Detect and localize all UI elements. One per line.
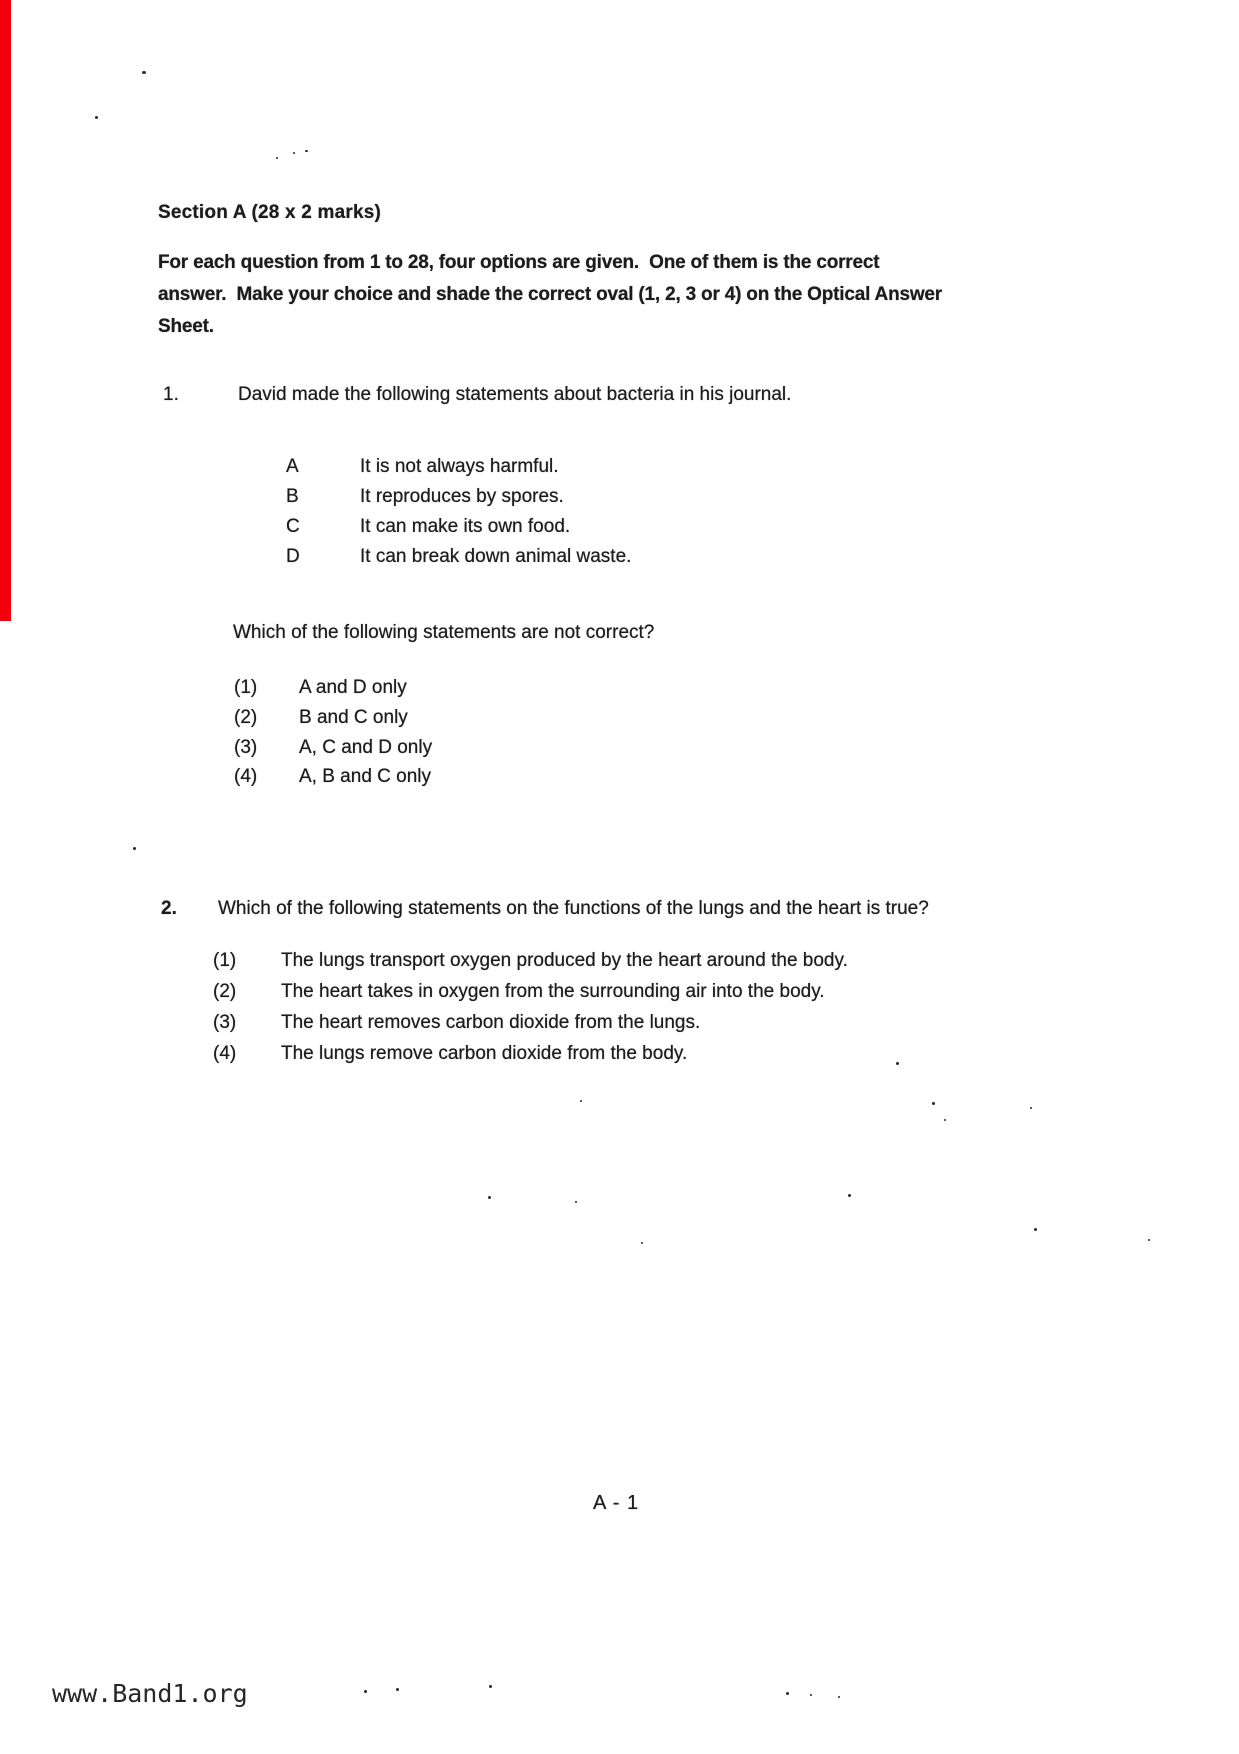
scan-speckle [848, 1194, 851, 1197]
option-text: A and D only [299, 677, 407, 698]
option-number: (3) [213, 1012, 237, 1033]
scan-speckle [364, 1690, 367, 1693]
scan-speckle [786, 1692, 789, 1695]
question-1-text: David made the following statements about bacteria in his journal. [238, 384, 792, 405]
option-number: (2) [213, 981, 237, 1002]
statement-label: A [286, 456, 299, 477]
option-number: (4) [234, 766, 258, 787]
scan-speckle [142, 71, 146, 74]
scan-speckle [932, 1102, 935, 1105]
watermark: www.Band1.org [52, 1679, 248, 1708]
scan-speckle [944, 1119, 946, 1121]
scan-edge-artifact [0, 0, 11, 621]
scan-speckle [489, 1685, 492, 1688]
scan-speckle [276, 157, 278, 159]
statement-text: It can break down animal waste. [360, 546, 632, 567]
page-number: A - 1 [593, 1492, 640, 1514]
exam-instructions-line: For each question from 1 to 28, four options are given. One of them is the correct [158, 252, 880, 273]
scan-speckle [580, 1100, 582, 1102]
scan-speckle [838, 1696, 840, 1698]
question-1-prompt: Which of the following statements are not correct? [233, 622, 655, 643]
scan-speckle [575, 1201, 577, 1203]
scan-speckle [1030, 1107, 1032, 1109]
scan-speckle [95, 116, 98, 119]
option-text: A, C and D only [299, 737, 433, 758]
question-1-number: 1. [163, 384, 179, 405]
question-2-number: 2. [161, 898, 177, 919]
statement-text: It reproduces by spores. [360, 486, 564, 507]
option-number: (2) [234, 707, 258, 728]
option-number: (3) [234, 737, 258, 758]
scan-speckle [305, 150, 308, 152]
scan-speckle [133, 847, 136, 850]
statement-label: D [286, 546, 300, 567]
option-text: B and C only [299, 707, 408, 728]
option-text: The lungs transport oxygen produced by the heart around the body. [281, 950, 848, 971]
scan-speckle [293, 152, 295, 154]
scan-speckle [488, 1196, 491, 1199]
scan-speckle [896, 1062, 899, 1065]
option-number: (4) [213, 1043, 237, 1064]
exam-instructions-line: Sheet. [158, 316, 214, 337]
statement-text: It can make its own food. [360, 516, 571, 537]
option-number: (1) [234, 677, 258, 698]
scan-speckle [1148, 1239, 1150, 1241]
section-heading: Section A (28 x 2 marks) [158, 202, 382, 223]
option-text: A, B and C only [299, 766, 432, 787]
statement-label: B [286, 486, 299, 507]
scan-speckle [810, 1694, 812, 1696]
scan-speckle [396, 1688, 399, 1691]
option-text: The lungs remove carbon dioxide from the body. [281, 1043, 688, 1064]
option-number: (1) [213, 950, 237, 971]
exam-instructions-line: answer. Make your choice and shade the correct oval (1, 2, 3 or 4) on the Optical Answer [158, 284, 942, 305]
option-text: The heart takes in oxygen from the surrounding air into the body. [281, 981, 825, 1002]
statement-text: It is not always harmful. [360, 456, 559, 477]
question-2-text: Which of the following statements on the functions of the lungs and the heart is true? [218, 898, 929, 919]
option-text: The heart removes carbon dioxide from the lungs. [281, 1012, 701, 1033]
scan-speckle [641, 1242, 643, 1244]
scan-speckle [1034, 1228, 1037, 1231]
statement-label: C [286, 516, 300, 537]
